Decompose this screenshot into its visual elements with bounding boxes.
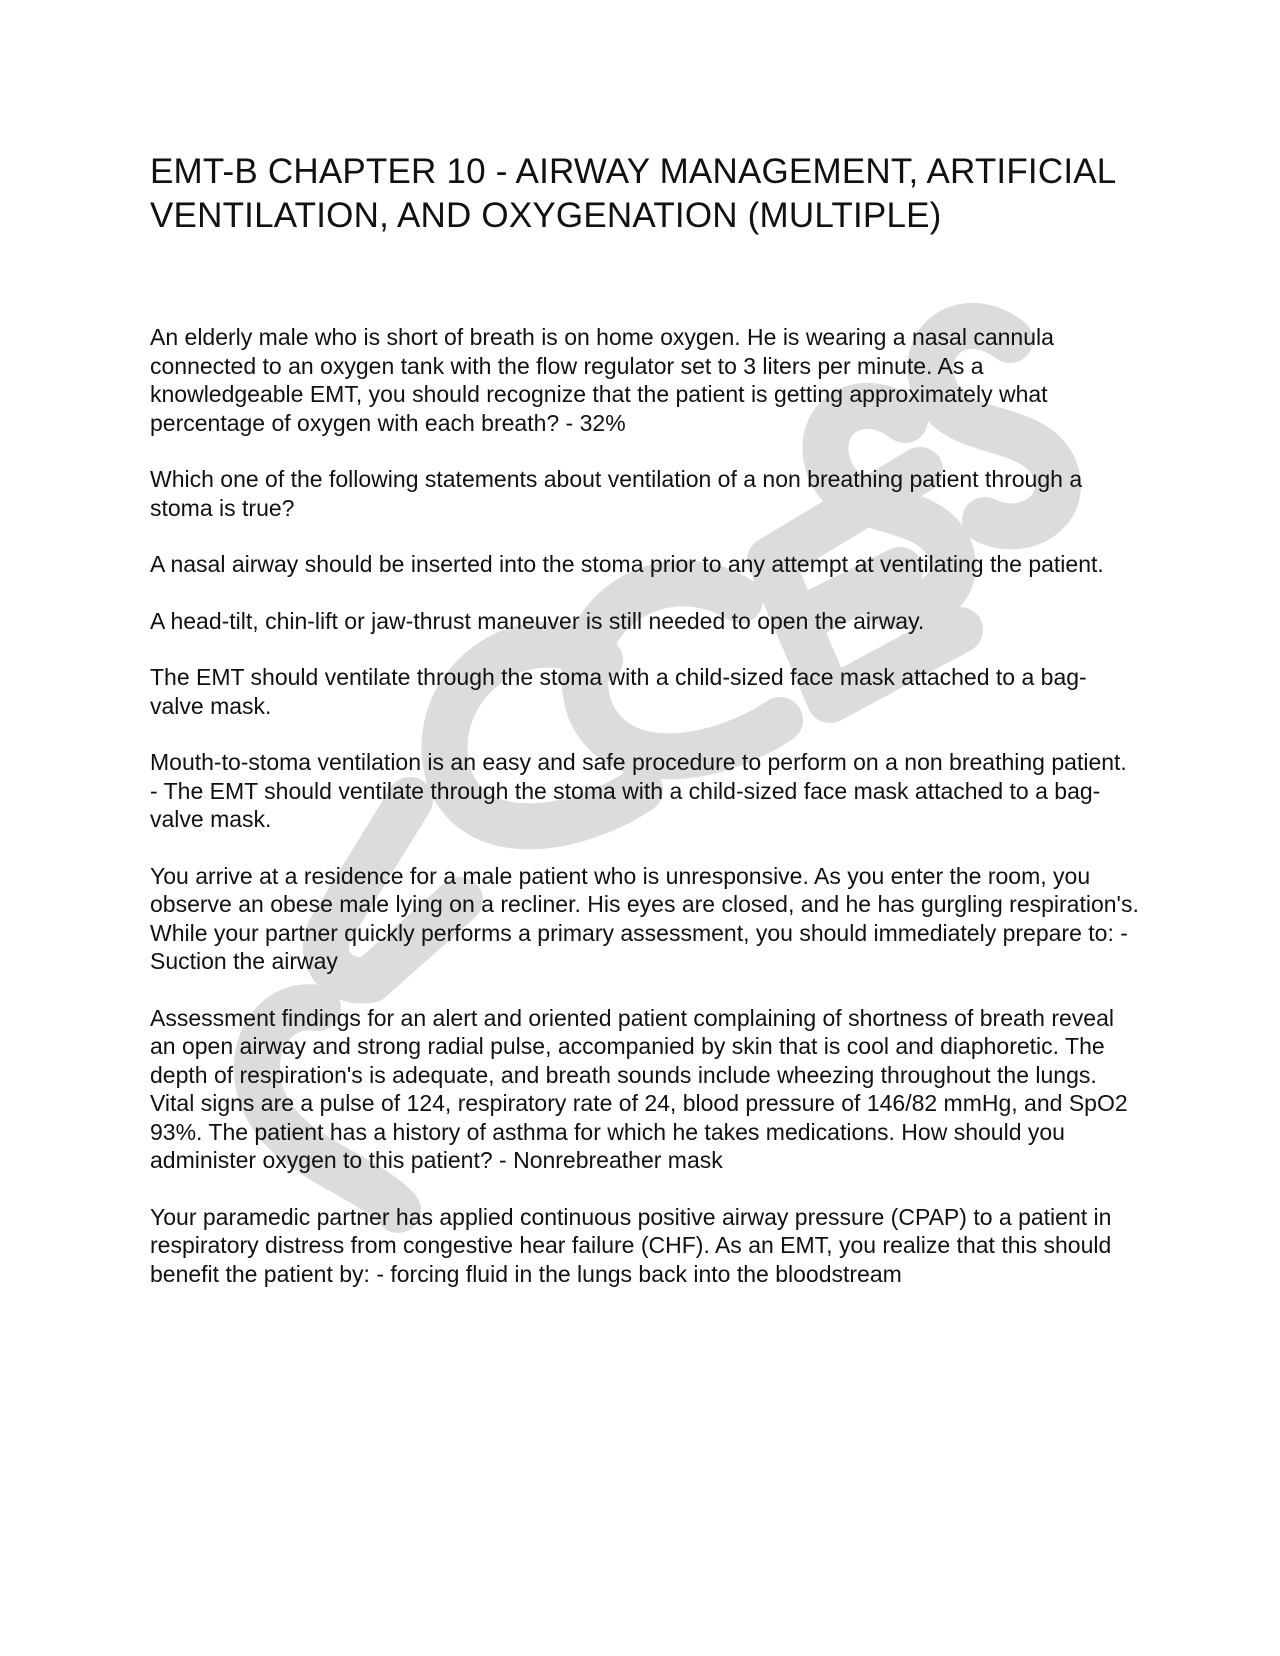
paragraph-q5: Your paramedic partner has applied continuous positive airway pressure (CPAP) to a patient in respiratory distress from congestive hear failure (CHF). As an EMT, you realize that this should benefit the patient by: - forcing fluid in the lungs back into the bloodstream — [150, 1203, 1112, 1287]
paragraph-option-a: A nasal airway should be inserted into the stoma prior to any attempt at ventilating the patient. — [150, 551, 1104, 577]
document-page — [150, 150, 1140, 1316]
paragraph-option-b: A head-tilt, chin-lift or jaw-thrust maneuver is still needed to open the airway. — [150, 607, 925, 634]
paragraph-q3: You arrive at a residence for a male patient who is unresponsive. As you enter the room, you observe an obese male lying on a recliner. His eyes are closed, and he has gurgling respiration's. While your partner quickly performs a primary assessment, you should immediately prepare to: - Suction the airway — [150, 862, 1139, 974]
document-title: EMT-B CHAPTER 10 - AIRWAY MANAGEMENT, ARTIFICIAL VENTILATION, AND OXYGENATION (MULTIPLE) — [150, 152, 1116, 235]
paragraph-q2: Which one of the following statements about ventilation of a non breathing patient through a stoma is true? — [150, 466, 1083, 521]
paragraph-option-c: The EMT should ventilate through the stoma with a child-sized face mask attached to a bag-valve mask. — [150, 664, 1087, 719]
paragraph-option-d: Mouth-to-stoma ventilation is an easy and safe procedure to perform on a non breathing patient. - The EMT should ventilate through the stoma with a child-sized face mask attached to a bag-valve mask. — [150, 749, 1127, 832]
paragraph-q4: Assessment findings for an alert and oriented patient complaining of shortness of breath reveal an open airway and strong radial pulse, accompanied by skin that is cool and diaphoretic. The depth of respiration's is adequate, and breath sounds include wheezing throughout the lungs. Vital signs are a pulse of 124, respiratory rate of 24, blood pressure of 146/82 mmHg, and SpO2 93%. The patient has a history of asthma for which he takes medications. How should you administer oxygen to this patient? - Nonrebreather mask — [150, 1004, 1128, 1173]
paragraph-q1: An elderly male who is short of breath is on home oxygen. He is wearing a nasal cannula connected to an oxygen tank with the flow regulator set to 3 liters per minute. As a knowledgeable EMT, you should recognize that the patient is getting approximately what percentage of oxygen with each breath? - 32% — [150, 324, 1054, 436]
